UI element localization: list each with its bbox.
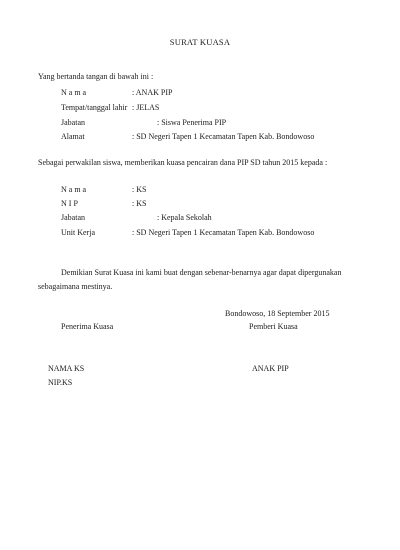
grantor-name-label: N a m a [61,88,87,97]
recipient-label: Penerima Kuasa [61,322,114,331]
giver-name: ANAK PIP [252,364,289,373]
grantee-name-value: : KS [132,185,147,194]
recipient-name: NAMA KS [48,364,85,373]
grantee-unit-label: Unit Kerja [61,228,95,237]
grantor-name-value: : ANAK PIP [132,88,173,97]
document-title: SURAT KUASA [169,37,231,47]
recipient-nip: NIP.KS [48,378,73,387]
closing-line-2: sebagaimana mestinya. [38,282,113,291]
giver-label: Pemberi Kuasa [249,322,298,331]
place-date: Bondowoso, 18 September 2015 [225,309,330,318]
grantee-position-label: Jabatan [61,213,85,222]
statement-text: Sebagai perwakilan siswa, memberikan kuasa pencairan dana PIP SD tahun 2015 kepada : [38,158,328,167]
grantee-unit-value: : SD Negeri Tapen 1 Kecamatan Tapen Kab. Bondowoso [132,228,315,237]
grantor-position-label: Jabatan [61,118,85,127]
grantor-position-value: : Siswa Penerima PIP [157,118,227,127]
grantor-birth-label: Tempat/tanggal lahir [61,103,128,112]
closing-line-1: Demikian Surat Kuasa ini kami buat dengan sebenar-benarnya agar dapat dipergunakan [61,268,342,277]
grantor-birth-value: : JELAS [132,103,160,112]
grantee-position-value: : Kepala Sekolah [157,213,212,222]
intro-text: Yang bertanda tangan di bawah ini : [38,72,154,81]
grantee-nip-value: : KS [132,199,147,208]
grantor-address-label: Alamat [61,132,85,141]
grantee-nip-label: N I P [61,199,78,208]
grantor-address-value: : SD Negeri Tapen 1 Kecamatan Tapen Kab. Bondowoso [132,132,315,141]
grantee-name-label: N a m a [61,185,87,194]
